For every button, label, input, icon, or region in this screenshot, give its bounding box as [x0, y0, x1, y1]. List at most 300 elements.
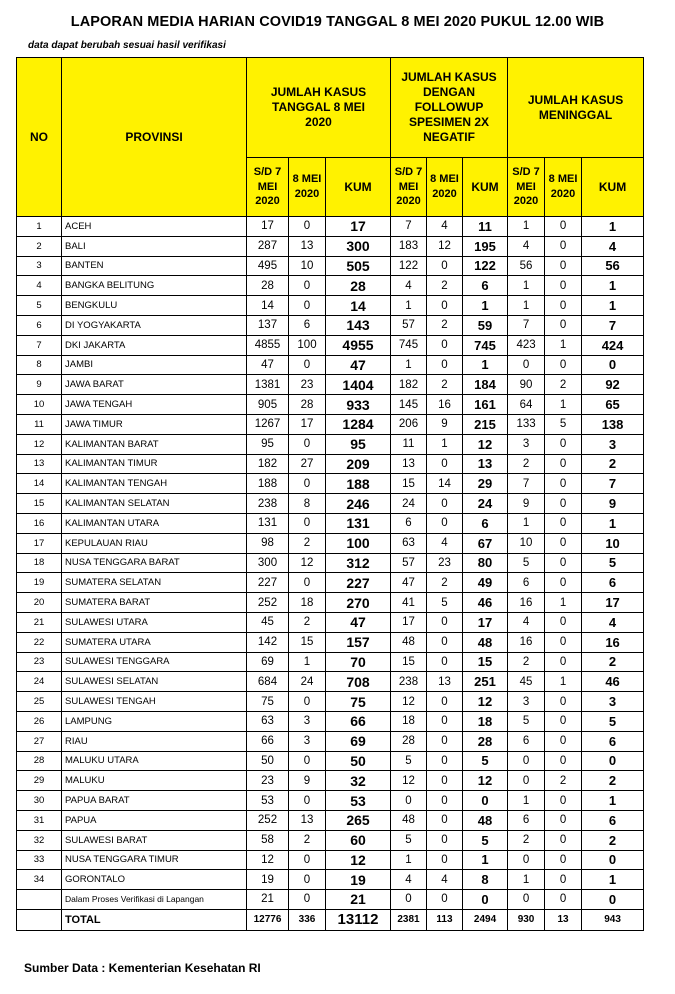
- province-name: MALUKU UTARA: [62, 751, 247, 771]
- cell-meninggal-kum: 65: [582, 395, 644, 415]
- cell-kasus-sd: 252: [247, 810, 289, 830]
- cell-meninggal-kum: 1: [582, 296, 644, 316]
- cell-negatif-sd: 1: [391, 355, 427, 375]
- cell-meninggal-kum: 0: [582, 890, 644, 910]
- cell-meninggal-day: 0: [545, 692, 582, 712]
- cell-meninggal-sd: 5: [508, 711, 545, 731]
- cell-negatif-day: 2: [427, 573, 463, 593]
- cell-meninggal-sd: 2: [508, 830, 545, 850]
- cell-kasus-day: 0: [289, 434, 326, 454]
- table-row: [17, 810, 644, 830]
- cell-kasus-day: 2: [289, 830, 326, 850]
- row-number: 10: [17, 395, 62, 415]
- cell-negatif-day: 23: [427, 553, 463, 573]
- cell-meninggal-day: 0: [545, 711, 582, 731]
- cell-kasus-sd: 287: [247, 236, 289, 256]
- cell-meninggal-sd: 7: [508, 315, 545, 335]
- cell-meninggal-day: 0: [545, 850, 582, 870]
- cell-kasus-day: 100: [289, 335, 326, 355]
- table-row: [17, 217, 644, 237]
- cell-meninggal-sd: 4: [508, 612, 545, 632]
- cell-negatif-day: 9: [427, 414, 463, 434]
- province-name: BENGKULU: [62, 296, 247, 316]
- table-row: [17, 771, 644, 791]
- cell-meninggal-day: 0: [545, 810, 582, 830]
- row-number: 8: [17, 355, 62, 375]
- cell-kasus-sd: 47: [247, 355, 289, 375]
- cell-kasus-sd: 63: [247, 711, 289, 731]
- verification-row: [17, 890, 644, 910]
- cell-negatif-kum: 46: [463, 593, 508, 613]
- cell-negatif-sd: 0: [391, 890, 427, 910]
- header-group-kasus: JUMLAH KASUS TANGGAL 8 MEI 2020: [247, 58, 391, 158]
- table-row: [17, 632, 644, 652]
- cell-negatif-day: 2: [427, 315, 463, 335]
- cell-kasus-sd: 495: [247, 256, 289, 276]
- cell-kasus-day: 0: [289, 217, 326, 237]
- province-name: LAMPUNG: [62, 711, 247, 731]
- cell-negatif-sd: 5: [391, 751, 427, 771]
- cell-meninggal-kum: 1: [582, 276, 644, 296]
- province-name: BALI: [62, 236, 247, 256]
- cell-negatif-sd: 145: [391, 395, 427, 415]
- cell-negatif-day: 0: [427, 810, 463, 830]
- cell-kasus-kum: 505: [326, 256, 391, 276]
- cell-negatif-kum: 0: [463, 890, 508, 910]
- cell-kasus-day: 0: [289, 276, 326, 296]
- cell-meninggal-kum: 2: [582, 771, 644, 791]
- cell-meninggal-sd: 3: [508, 434, 545, 454]
- cell-kasus-day: 23: [289, 375, 326, 395]
- cell-meninggal-day: 2: [545, 375, 582, 395]
- cell-meninggal-day: 0: [545, 276, 582, 296]
- table-row: [17, 256, 644, 276]
- cell-meninggal-sd: 0: [508, 850, 545, 870]
- cell-meninggal-kum: 4: [582, 612, 644, 632]
- cell-meninggal-sd: 64: [508, 395, 545, 415]
- cell-kasus-day: 10: [289, 256, 326, 276]
- cell-meninggal-kum: 1: [582, 217, 644, 237]
- row-number: 15: [17, 494, 62, 514]
- cell-negatif-sd: 1: [391, 296, 427, 316]
- cell-negatif-day: 0: [427, 632, 463, 652]
- row-number: 22: [17, 632, 62, 652]
- table-row: [17, 276, 644, 296]
- header-kasus-sd: S/D 7 MEI 2020: [247, 158, 289, 217]
- cell-negatif-sd: 15: [391, 474, 427, 494]
- cell-negatif-day: 0: [427, 513, 463, 533]
- header-group-negatif: JUMLAH KASUS DENGAN FOLLOWUP SPESIMEN 2X NEGATIF: [391, 58, 508, 158]
- cell-negatif-kum: 251: [463, 672, 508, 692]
- table-row: [17, 573, 644, 593]
- cell-kasus-kum: 50: [326, 751, 391, 771]
- cell-kasus-kum: 66: [326, 711, 391, 731]
- cell-meninggal-day: 0: [545, 296, 582, 316]
- row-number: 19: [17, 573, 62, 593]
- table-row: [17, 296, 644, 316]
- cell-negatif-day: 4: [427, 870, 463, 890]
- cell-kasus-kum: 14: [326, 296, 391, 316]
- cell-kasus-day: 18: [289, 593, 326, 613]
- header-kasus-kum: KUM: [326, 158, 391, 217]
- cell-kasus-day: 8: [289, 494, 326, 514]
- province-name: PAPUA: [62, 810, 247, 830]
- row-number: 18: [17, 553, 62, 573]
- cell-kasus-sd: 905: [247, 395, 289, 415]
- cell-meninggal-kum: 424: [582, 335, 644, 355]
- row-number: [17, 890, 62, 910]
- cell-meninggal-sd: 0: [508, 890, 545, 910]
- cell-negatif-kum: 1: [463, 296, 508, 316]
- cell-meninggal-kum: 0: [582, 355, 644, 375]
- table-row: [17, 335, 644, 355]
- cell-kasus-sd: 28: [247, 276, 289, 296]
- covid-report-table: [16, 57, 644, 931]
- row-number: 34: [17, 870, 62, 890]
- cell-meninggal-day: 0: [545, 751, 582, 771]
- cell-meninggal-day: 0: [545, 553, 582, 573]
- cell-meninggal-sd: 6: [508, 810, 545, 830]
- table-row: [17, 711, 644, 731]
- table-row: [17, 375, 644, 395]
- row-number: 13: [17, 454, 62, 474]
- cell-negatif-day: 0: [427, 355, 463, 375]
- cell-negatif-kum: 122: [463, 256, 508, 276]
- cell-meninggal-sd: 2: [508, 652, 545, 672]
- table-row: [17, 553, 644, 573]
- header-negatif-sd: S/D 7 MEI 2020: [391, 158, 427, 217]
- row-number: 27: [17, 731, 62, 751]
- cell-kasus-day: 3: [289, 731, 326, 751]
- province-name: BANTEN: [62, 256, 247, 276]
- cell-negatif-kum: 5: [463, 751, 508, 771]
- row-number: 25: [17, 692, 62, 712]
- row-number: 7: [17, 335, 62, 355]
- cell-kasus-sd: 252: [247, 593, 289, 613]
- cell-meninggal-day: 0: [545, 731, 582, 751]
- cell-kasus-day: 13: [289, 810, 326, 830]
- province-name: SULAWESI TENGAH: [62, 692, 247, 712]
- province-name: NUSA TENGGARA TIMUR: [62, 850, 247, 870]
- cell-negatif-sd: 48: [391, 632, 427, 652]
- cell-negatif-day: 0: [427, 711, 463, 731]
- cell-kasus-kum: 19: [326, 870, 391, 890]
- cell-kasus-day: 3: [289, 711, 326, 731]
- cell-kasus-day: 2: [289, 533, 326, 553]
- province-name: DI YOGYAKARTA: [62, 315, 247, 335]
- cell-negatif-sd: 41: [391, 593, 427, 613]
- province-name: BANGKA BELITUNG: [62, 276, 247, 296]
- cell-negatif-kum: 48: [463, 632, 508, 652]
- cell-negatif-sd: 6: [391, 513, 427, 533]
- cell-meninggal-kum: 3: [582, 692, 644, 712]
- cell-kasus-sd: 131: [247, 513, 289, 533]
- cell-negatif-kum: 745: [463, 335, 508, 355]
- province-name: TOTAL: [62, 909, 247, 930]
- cell-meninggal-sd: 3: [508, 692, 545, 712]
- cell-negatif-kum: 15: [463, 652, 508, 672]
- cell-kasus-day: 13: [289, 236, 326, 256]
- row-number: 6: [17, 315, 62, 335]
- cell-kasus-sd: 45: [247, 612, 289, 632]
- cell-negatif-day: 0: [427, 296, 463, 316]
- cell-kasus-kum: 47: [326, 612, 391, 632]
- cell-negatif-sd: 206: [391, 414, 427, 434]
- cell-kasus-kum: 270: [326, 593, 391, 613]
- cell-negatif-day: 16: [427, 395, 463, 415]
- cell-meninggal-kum: 4: [582, 236, 644, 256]
- cell-meninggal-kum: 16: [582, 632, 644, 652]
- table-row: [17, 395, 644, 415]
- table-row: [17, 870, 644, 890]
- cell-meninggal-sd: 9: [508, 494, 545, 514]
- cell-meninggal-sd: 1: [508, 513, 545, 533]
- table-row: [17, 474, 644, 494]
- cell-meninggal-day: 0: [545, 652, 582, 672]
- cell-negatif-sd: 0: [391, 791, 427, 811]
- table-row: [17, 513, 644, 533]
- table-row: [17, 731, 644, 751]
- cell-meninggal-day: 1: [545, 593, 582, 613]
- table-row: [17, 454, 644, 474]
- cell-negatif-sd: 17: [391, 612, 427, 632]
- cell-meninggal-kum: 17: [582, 593, 644, 613]
- cell-kasus-day: 6: [289, 315, 326, 335]
- cell-negatif-sd: 15: [391, 652, 427, 672]
- province-name: RIAU: [62, 731, 247, 751]
- province-name: ACEH: [62, 217, 247, 237]
- cell-meninggal-kum: 7: [582, 315, 644, 335]
- row-number: 23: [17, 652, 62, 672]
- cell-kasus-sd: 95: [247, 434, 289, 454]
- header-kasus-day: 8 MEI 2020: [289, 158, 326, 217]
- cell-meninggal-sd: 16: [508, 593, 545, 613]
- cell-kasus-day: 336: [289, 909, 326, 930]
- cell-kasus-kum: 32: [326, 771, 391, 791]
- cell-negatif-kum: 0: [463, 791, 508, 811]
- cell-kasus-sd: 50: [247, 751, 289, 771]
- cell-meninggal-kum: 9: [582, 494, 644, 514]
- cell-meninggal-kum: 2: [582, 830, 644, 850]
- cell-negatif-kum: 48: [463, 810, 508, 830]
- cell-meninggal-sd: 6: [508, 573, 545, 593]
- cell-negatif-sd: 745: [391, 335, 427, 355]
- cell-meninggal-sd: 133: [508, 414, 545, 434]
- cell-negatif-sd: 183: [391, 236, 427, 256]
- cell-negatif-kum: 5: [463, 830, 508, 850]
- cell-kasus-kum: 1284: [326, 414, 391, 434]
- cell-kasus-sd: 14: [247, 296, 289, 316]
- cell-negatif-sd: 5: [391, 830, 427, 850]
- cell-negatif-day: 0: [427, 256, 463, 276]
- cell-negatif-day: 5: [427, 593, 463, 613]
- cell-kasus-sd: 75: [247, 692, 289, 712]
- cell-negatif-day: 0: [427, 850, 463, 870]
- cell-meninggal-day: 0: [545, 573, 582, 593]
- cell-negatif-sd: 12: [391, 692, 427, 712]
- cell-negatif-kum: 12: [463, 692, 508, 712]
- cell-kasus-day: 0: [289, 573, 326, 593]
- table-row: [17, 593, 644, 613]
- province-name: KALIMANTAN UTARA: [62, 513, 247, 533]
- cell-negatif-sd: 238: [391, 672, 427, 692]
- cell-meninggal-kum: 3: [582, 434, 644, 454]
- province-name: SULAWESI BARAT: [62, 830, 247, 850]
- cell-meninggal-sd: 16: [508, 632, 545, 652]
- cell-meninggal-day: 0: [545, 612, 582, 632]
- province-name: KALIMANTAN TENGAH: [62, 474, 247, 494]
- cell-kasus-day: 17: [289, 414, 326, 434]
- cell-kasus-day: 0: [289, 850, 326, 870]
- table-row: [17, 414, 644, 434]
- cell-negatif-sd: 57: [391, 315, 427, 335]
- cell-kasus-kum: 21: [326, 890, 391, 910]
- cell-kasus-kum: 246: [326, 494, 391, 514]
- cell-meninggal-sd: 423: [508, 335, 545, 355]
- cell-negatif-sd: 182: [391, 375, 427, 395]
- cell-meninggal-sd: 4: [508, 236, 545, 256]
- row-number: 2: [17, 236, 62, 256]
- cell-negatif-sd: 13: [391, 454, 427, 474]
- cell-negatif-sd: 47: [391, 573, 427, 593]
- header-no: NO: [17, 58, 62, 217]
- cell-negatif-day: 0: [427, 454, 463, 474]
- cell-negatif-day: 0: [427, 652, 463, 672]
- cell-kasus-kum: 70: [326, 652, 391, 672]
- cell-negatif-kum: 80: [463, 553, 508, 573]
- row-number: [17, 909, 62, 930]
- cell-kasus-sd: 58: [247, 830, 289, 850]
- cell-meninggal-kum: 6: [582, 731, 644, 751]
- cell-meninggal-day: 0: [545, 236, 582, 256]
- cell-negatif-day: 0: [427, 791, 463, 811]
- cell-meninggal-kum: 92: [582, 375, 644, 395]
- cell-negatif-kum: 8: [463, 870, 508, 890]
- cell-kasus-day: 0: [289, 692, 326, 712]
- cell-meninggal-day: 0: [545, 890, 582, 910]
- province-name: KEPULAUAN RIAU: [62, 533, 247, 553]
- cell-negatif-day: 13: [427, 672, 463, 692]
- cell-kasus-kum: 95: [326, 434, 391, 454]
- province-name: MALUKU: [62, 771, 247, 791]
- cell-negatif-sd: 1: [391, 850, 427, 870]
- header-group-meninggal: JUMLAH KASUS MENINGGAL: [508, 58, 644, 158]
- cell-meninggal-day: 0: [545, 513, 582, 533]
- cell-negatif-kum: 11: [463, 217, 508, 237]
- cell-negatif-kum: 6: [463, 513, 508, 533]
- cell-kasus-kum: 188: [326, 474, 391, 494]
- province-name: JAWA TENGAH: [62, 395, 247, 415]
- cell-meninggal-day: 1: [545, 335, 582, 355]
- cell-kasus-kum: 69: [326, 731, 391, 751]
- cell-kasus-day: 0: [289, 474, 326, 494]
- table-row: [17, 355, 644, 375]
- cell-kasus-day: 28: [289, 395, 326, 415]
- row-number: 26: [17, 711, 62, 731]
- table-row: [17, 830, 644, 850]
- cell-meninggal-day: 2: [545, 771, 582, 791]
- cell-kasus-day: 15: [289, 632, 326, 652]
- cell-negatif-day: 2: [427, 375, 463, 395]
- cell-meninggal-sd: 2: [508, 454, 545, 474]
- cell-meninggal-sd: 45: [508, 672, 545, 692]
- row-number: 1: [17, 217, 62, 237]
- row-number: 16: [17, 513, 62, 533]
- cell-kasus-sd: 182: [247, 454, 289, 474]
- cell-negatif-kum: 49: [463, 573, 508, 593]
- cell-meninggal-sd: 90: [508, 375, 545, 395]
- cell-negatif-day: 0: [427, 335, 463, 355]
- province-name: SUMATERA BARAT: [62, 593, 247, 613]
- row-number: 33: [17, 850, 62, 870]
- cell-kasus-sd: 19: [247, 870, 289, 890]
- cell-negatif-kum: 1: [463, 850, 508, 870]
- cell-meninggal-day: 0: [545, 454, 582, 474]
- table-row: [17, 850, 644, 870]
- table-row: [17, 434, 644, 454]
- cell-negatif-sd: 122: [391, 256, 427, 276]
- cell-meninggal-day: 0: [545, 533, 582, 553]
- province-name: JAWA TIMUR: [62, 414, 247, 434]
- cell-meninggal-day: 0: [545, 217, 582, 237]
- row-number: 32: [17, 830, 62, 850]
- cell-meninggal-kum: 5: [582, 711, 644, 731]
- cell-kasus-kum: 933: [326, 395, 391, 415]
- cell-kasus-sd: 12: [247, 850, 289, 870]
- cell-meninggal-kum: 2: [582, 652, 644, 672]
- report-subtitle: data dapat berubah sesuai hasil verifikasi: [28, 40, 226, 51]
- cell-meninggal-day: 0: [545, 830, 582, 850]
- cell-kasus-sd: 227: [247, 573, 289, 593]
- cell-kasus-kum: 53: [326, 791, 391, 811]
- cell-negatif-sd: 24: [391, 494, 427, 514]
- table-row: [17, 672, 644, 692]
- cell-meninggal-day: 0: [545, 315, 582, 335]
- cell-meninggal-kum: 46: [582, 672, 644, 692]
- province-name: KALIMANTAN TIMUR: [62, 454, 247, 474]
- cell-negatif-day: 0: [427, 830, 463, 850]
- row-number: 11: [17, 414, 62, 434]
- cell-kasus-day: 2: [289, 612, 326, 632]
- cell-kasus-kum: 100: [326, 533, 391, 553]
- cell-kasus-day: 0: [289, 751, 326, 771]
- cell-meninggal-sd: 0: [508, 355, 545, 375]
- cell-negatif-kum: 29: [463, 474, 508, 494]
- cell-meninggal-kum: 138: [582, 414, 644, 434]
- cell-meninggal-sd: 0: [508, 751, 545, 771]
- row-number: 31: [17, 810, 62, 830]
- province-name: KALIMANTAN SELATAN: [62, 494, 247, 514]
- cell-kasus-sd: 21: [247, 890, 289, 910]
- cell-negatif-day: 4: [427, 217, 463, 237]
- cell-negatif-sd: 18: [391, 711, 427, 731]
- cell-kasus-sd: 1267: [247, 414, 289, 434]
- cell-kasus-day: 0: [289, 791, 326, 811]
- cell-meninggal-day: 0: [545, 434, 582, 454]
- cell-meninggal-day: 0: [545, 355, 582, 375]
- cell-kasus-kum: 300: [326, 236, 391, 256]
- cell-negatif-kum: 67: [463, 533, 508, 553]
- cell-meninggal-kum: 6: [582, 810, 644, 830]
- cell-kasus-day: 1: [289, 652, 326, 672]
- header-provinsi: PROVINSI: [62, 58, 247, 217]
- table-row: [17, 533, 644, 553]
- cell-meninggal-sd: 7: [508, 474, 545, 494]
- cell-meninggal-sd: 56: [508, 256, 545, 276]
- province-name: JAMBI: [62, 355, 247, 375]
- row-number: 28: [17, 751, 62, 771]
- cell-kasus-kum: 4955: [326, 335, 391, 355]
